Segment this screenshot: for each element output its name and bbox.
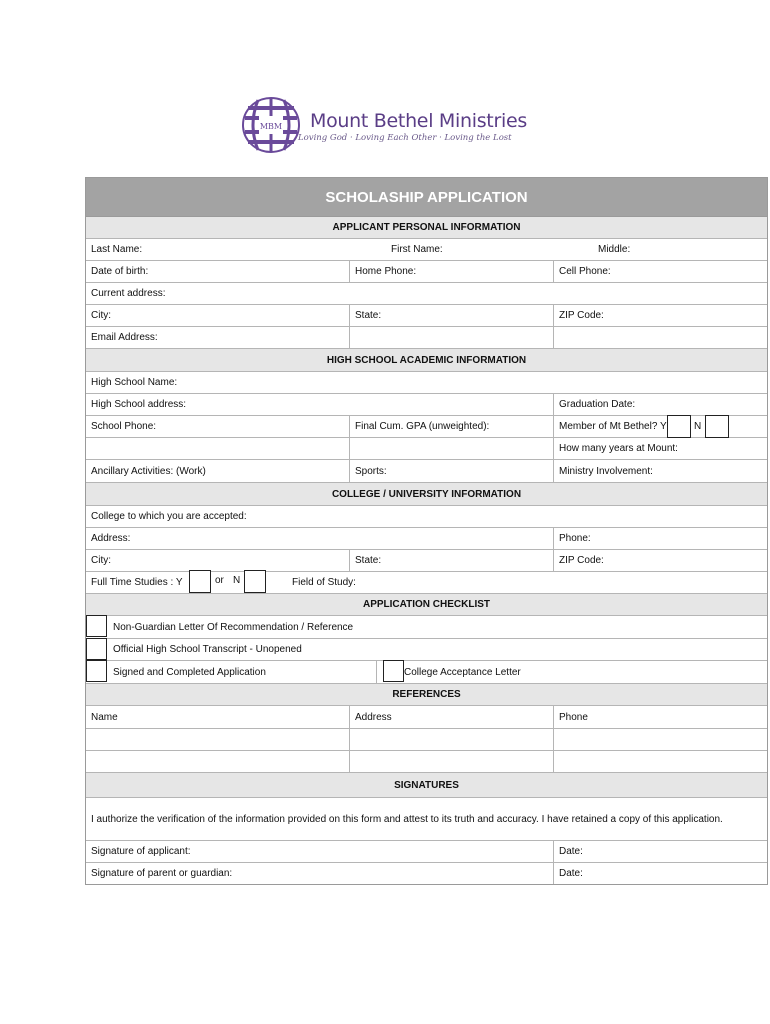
parent-signature-row [86, 863, 767, 884]
reference-row [86, 729, 767, 751]
zip-field[interactable]: ZIP Code: [553, 305, 767, 326]
college-accepted-row [86, 506, 767, 528]
email-blank-cell-2[interactable] [553, 327, 767, 348]
reference-1-phone[interactable] [553, 729, 767, 750]
member-yes-checkbox[interactable] [667, 415, 691, 438]
dob-field[interactable]: Date of birth: [91, 266, 149, 277]
hs-blank-cell-2[interactable] [349, 438, 553, 459]
full-time-row [86, 572, 767, 594]
checklist-acceptance-checkbox[interactable] [383, 660, 404, 682]
parent-date-field[interactable]: Date: [553, 863, 767, 884]
member-field [553, 416, 767, 437]
home-phone-field[interactable]: Home Phone: [349, 261, 553, 282]
reference-2-name[interactable] [86, 751, 349, 772]
checklist-acceptance-label: College Acceptance Letter [376, 661, 767, 683]
checklist-transcript-label: Official High School Transcript - Unopened [113, 644, 302, 655]
email-row [86, 327, 767, 349]
logo-name: Mount Bethel Ministries [310, 110, 527, 132]
reference-2-address[interactable] [349, 751, 553, 772]
graduation-date-field[interactable]: Graduation Date: [553, 394, 767, 415]
reference-2-phone[interactable] [553, 751, 767, 772]
gpa-field[interactable]: Final Cum. GPA (unweighted): [349, 416, 553, 437]
city-field[interactable]: City: [91, 310, 111, 321]
college-zip-field[interactable]: ZIP Code: [553, 550, 767, 571]
hs-phone-row [86, 416, 767, 438]
college-city-field[interactable]: City: [91, 555, 111, 566]
reference-address-header: Address [349, 706, 553, 728]
globe-emblem-icon [240, 96, 302, 154]
checklist-row-3 [86, 661, 767, 684]
applicant-date-field[interactable]: Date: [553, 841, 767, 862]
checklist-recommendation-checkbox[interactable] [86, 615, 107, 637]
reference-row [86, 751, 767, 773]
section-college-header: COLLEGE / UNIVERSITY INFORMATION [86, 483, 767, 506]
hs-address-row [86, 394, 767, 416]
checklist-application-checkbox[interactable] [86, 660, 107, 682]
full-time-label: Full Time Studies : Y [91, 577, 183, 588]
full-time-yes-checkbox[interactable] [189, 570, 211, 593]
state-field[interactable]: State: [349, 305, 553, 326]
hs-years-row [86, 438, 767, 460]
hs-address-field[interactable]: High School address: [91, 399, 187, 410]
years-at-mount-field[interactable]: How many years at Mount: [553, 438, 767, 459]
current-address-field[interactable]: Current address: [91, 288, 166, 299]
first-name-field[interactable]: First Name: [391, 244, 443, 255]
section-references-header: REFERENCES [86, 684, 767, 706]
college-address-row [86, 528, 767, 550]
checklist-recommendation-label: Non-Guardian Letter Of Recommendation / Reference [113, 621, 354, 633]
checklist-transcript-checkbox[interactable] [86, 638, 107, 660]
section-checklist-header: APPLICATION CHECKLIST [86, 594, 767, 616]
parent-signature-field[interactable]: Signature of parent or guardian: [91, 868, 233, 879]
reference-1-address[interactable] [349, 729, 553, 750]
activities-row [86, 460, 767, 483]
section-signatures-header: SIGNATURES [86, 773, 767, 798]
cell-phone-field[interactable]: Cell Phone: [553, 261, 767, 282]
school-phone-field[interactable]: School Phone: [91, 421, 157, 432]
applicant-signature-row [86, 841, 767, 863]
college-address-field[interactable]: Address: [91, 533, 131, 544]
logo-tagline: Loving God · Loving Each Other · Loving the Lost [298, 133, 512, 143]
logo-emblem-text: MBM [259, 122, 283, 131]
member-label: Member of Mt Bethel? Y [559, 421, 667, 432]
member-no-checkbox[interactable] [705, 415, 729, 438]
applicant-signature-field[interactable]: Signature of applicant: [91, 846, 191, 857]
hs-name-row [86, 372, 767, 394]
name-row [86, 239, 767, 261]
reference-name-header: Name [91, 711, 118, 723]
scholarship-form [85, 177, 768, 885]
section-highschool-header: HIGH SCHOOL ACADEMIC INFORMATION [86, 349, 767, 372]
references-header-row [86, 706, 767, 729]
college-city-row [86, 550, 767, 572]
email-field[interactable]: Email Address: [91, 332, 158, 343]
authorization-row [86, 798, 767, 841]
reference-phone-header: Phone [553, 706, 767, 728]
full-time-no-label: N [233, 575, 241, 586]
checklist-row-2 [86, 639, 767, 661]
or-label: or [215, 575, 224, 586]
city-row [86, 305, 767, 327]
ministry-field[interactable]: Ministry Involvement: [553, 460, 767, 482]
hs-name-field[interactable]: High School Name: [91, 377, 178, 388]
last-name-field[interactable]: Last Name: [91, 244, 143, 255]
address-row [86, 283, 767, 305]
checklist-application-label: Signed and Completed Application [113, 666, 266, 678]
ministry-logo [240, 96, 540, 156]
college-phone-field[interactable]: Phone: [553, 528, 767, 549]
sports-field[interactable]: Sports: [349, 460, 553, 482]
ancillary-field[interactable]: Ancillary Activities: (Work) [91, 465, 206, 477]
full-time-no-checkbox[interactable] [244, 570, 266, 593]
hs-blank-cell[interactable] [86, 438, 349, 459]
form-title: SCHOLASHIP APPLICATION [86, 178, 767, 217]
dob-row [86, 261, 767, 283]
checklist-row-1 [86, 616, 767, 639]
field-of-study-field[interactable]: Field of Study: [292, 577, 356, 588]
college-state-field[interactable]: State: [349, 550, 553, 571]
member-no-label: N [694, 421, 702, 432]
college-accepted-field[interactable]: College to which you are accepted: [91, 511, 247, 522]
middle-name-field[interactable]: Middle: [598, 244, 631, 255]
email-blank-cell[interactable] [349, 327, 553, 348]
authorization-statement: I authorize the verification of the information provided on this form and attest to its truth and accuracy. I have retained a copy of this application. [91, 813, 723, 825]
reference-1-name[interactable] [86, 729, 349, 750]
section-personal-header: APPLICANT PERSONAL INFORMATION [86, 217, 767, 239]
